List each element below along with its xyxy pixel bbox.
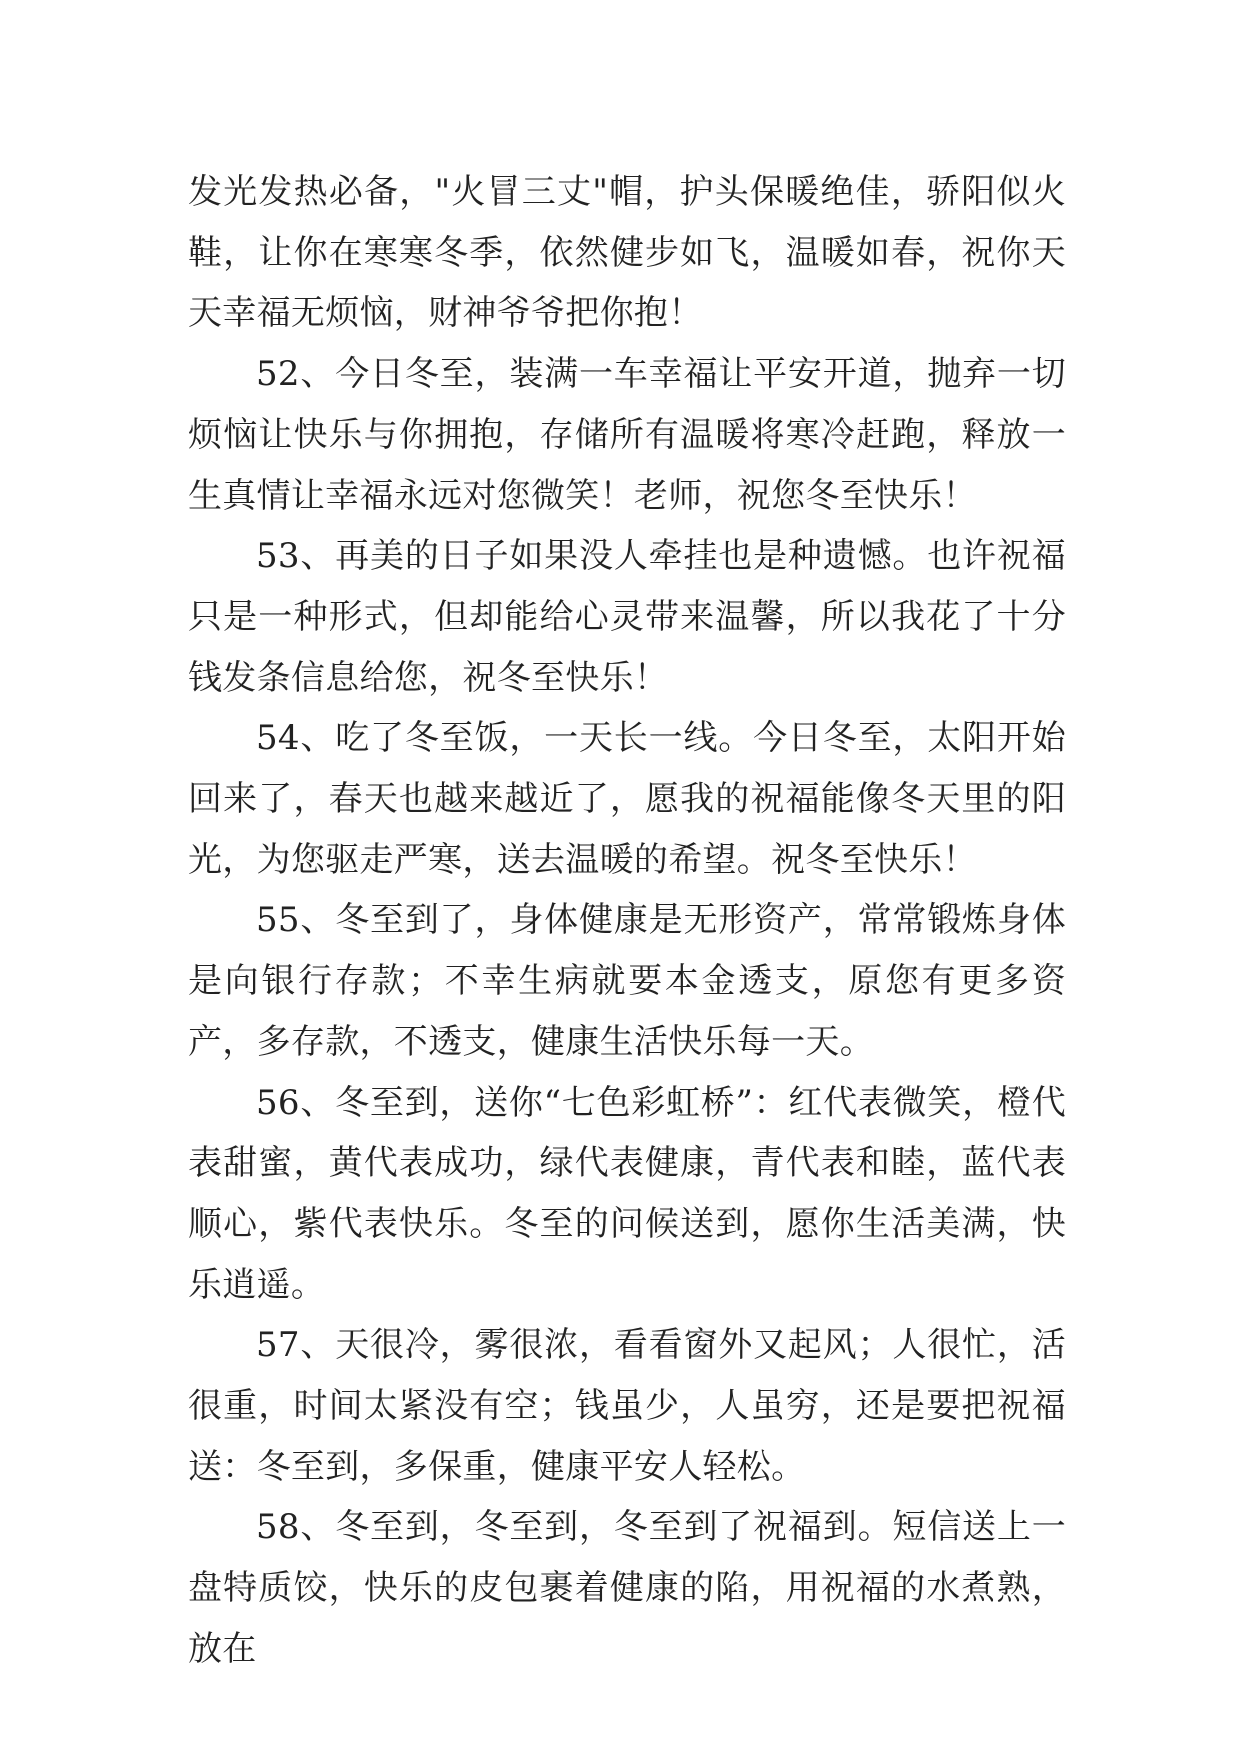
- paragraph-item-55: 55、冬至到了，身体健康是无形资产，常常锻炼身体是向银行存款；不幸生病就要本金透支，原您有更多资产，多存款，不透支，健康生活快乐每一天。: [188, 900, 1066, 1062]
- document-body: [188, 162, 1066, 1680]
- paragraph-item-57: 57、天很冷，雾很浓，看看窗外又起风；人很忙，活很重，时间太紧没有空；钱虽少，人虽穷，还是要把祝福送：冬至到，多保重，健康平安人轻松。: [188, 1325, 1066, 1487]
- paragraph-item-53: 53、再美的日子如果没人牵挂也是种遗憾。也许祝福只是一种形式，但却能给心灵带来温馨，所以我花了十分钱发条信息给您，祝冬至快乐！: [188, 536, 1066, 698]
- paragraph-item-58: 58、冬至到，冬至到，冬至到了祝福到。短信送上一盘特质饺，快乐的皮包裹着健康的陷，用祝福的水煮熟，放在: [188, 1507, 1066, 1669]
- paragraph-item-56: 56、冬至到，送你“七色彩虹桥”：红代表微笑，橙代表甜蜜，黄代表成功，绿代表健康，青代表和睦，蓝代表顺心，紫代表快乐。冬至的问候送到，愿你生活美满，快乐逍遥。: [188, 1082, 1066, 1305]
- paragraph-item-52: 52、今日冬至，装满一车幸福让平安开道，抛弃一切烦恼让快乐与你拥抱，存储所有温暖将寒冷赶跑，释放一生真情让幸福永远对您微笑！老师，祝您冬至快乐！: [188, 354, 1066, 516]
- paragraph-intro-continuation: 发光发热必备，"火冒三丈"帽，护头保暖绝佳，骄阳似火鞋，让你在寒寒冬季，依然健步如飞，温暖如春，祝你天天幸福无烦恼，财神爷爷把你抱！: [188, 172, 1066, 334]
- paragraph-item-54: 54、吃了冬至饭，一天长一线。今日冬至，太阳开始回来了，春天也越来越近了，愿我的祝福能像冬天里的阳光，为您驱走严寒，送去温暖的希望。祝冬至快乐！: [188, 718, 1066, 880]
